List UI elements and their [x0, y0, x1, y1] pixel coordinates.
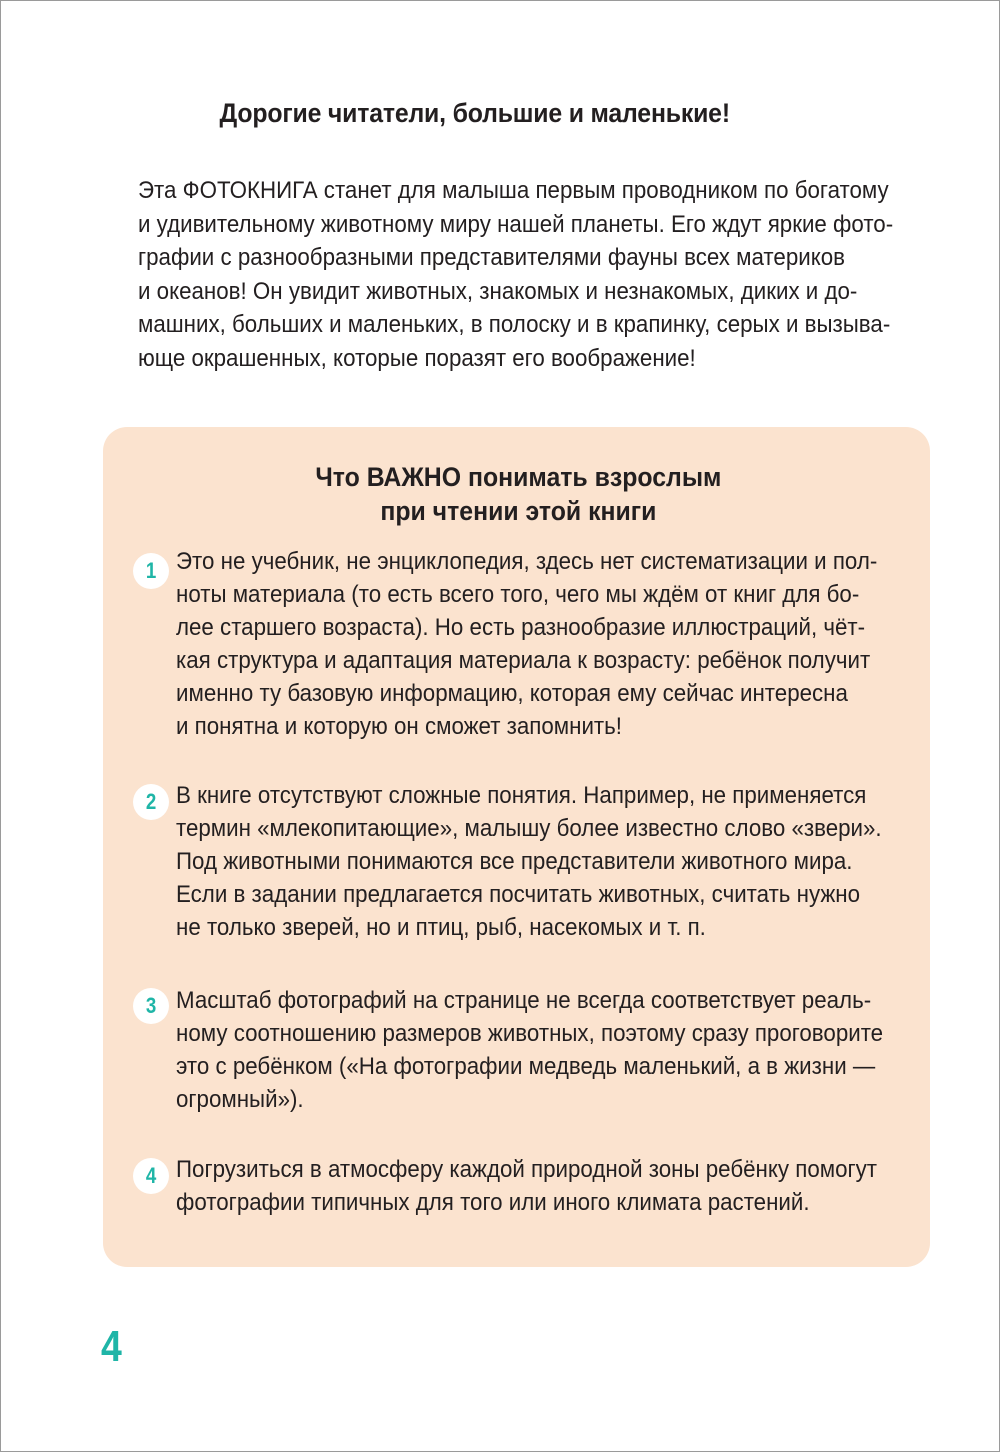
- intro-line: графии с разнообразными представителями фауны всех материков: [138, 244, 845, 271]
- note-line: В книге отсутствуют сложные понятия. Например, не применяется: [176, 782, 867, 809]
- page-number: 4: [101, 1322, 122, 1371]
- number-badge: 2: [133, 784, 169, 820]
- note-line: Под животными понимаются все представители животного мира.: [176, 848, 853, 875]
- note-line: фотографии типичных для того или иного климата растений.: [176, 1189, 810, 1216]
- note-line: термин «млекопитающие», малышу более известно слово «звери».: [176, 815, 882, 842]
- panel-title-line: при чтении этой книги: [380, 496, 657, 526]
- note-text: [176, 984, 939, 1116]
- intro-line: юще окрашенных, которые поразят его воображение!: [138, 344, 696, 372]
- note-line: лее старшего возраста). Но есть разнообразие иллюстраций, чёт-: [176, 614, 866, 641]
- note-line: Погрузиться в атмосферу каждой природной зоны ребёнку помогут: [176, 1156, 878, 1183]
- intro-line: Эта ФОТОКНИГА станет для малыша первым проводником по богатому: [138, 177, 889, 204]
- number-badge: 1: [133, 553, 169, 589]
- note-line: не только зверей, но и птиц, рыб, насекомых и т. п.: [176, 914, 706, 941]
- note-line: огромный»).: [176, 1086, 304, 1113]
- note-text: [176, 1153, 939, 1219]
- page-title: Дорогие читатели, большие и маленькие!: [219, 98, 730, 128]
- note-line: кая структура и адаптация материала к возрасту: ребёнок получит: [176, 647, 871, 674]
- intro-line: и удивительному животному миру нашей планеты. Его ждут яркие фото-: [138, 210, 894, 238]
- note-text: [176, 545, 939, 743]
- panel-title-line: Что ВАЖНО понимать взрослым: [315, 462, 722, 492]
- note-line: это с ребёнком («На фотографии медведь маленький, а в жизни —: [176, 1053, 876, 1080]
- intro-line: и океанов! Он увидит животных, знакомых и незнакомых, диких и до-: [138, 277, 858, 305]
- note-line: Масштаб фотографий на странице не всегда соответствует реаль-: [176, 987, 872, 1014]
- note-line: ноты материала (то есть всего того, чего мы ждём от книг для бо-: [176, 581, 860, 608]
- important-notes-panel: [103, 427, 930, 1267]
- note-line: именно ту базовую информацию, которая ему сейчас интересна: [176, 680, 848, 707]
- intro-paragraph: [138, 174, 894, 375]
- note-line: и понятна и которую он сможет запомнить!: [176, 713, 622, 740]
- note-line: ному соотношению размеров животных, поэтому сразу проговорите: [176, 1020, 884, 1047]
- number-badge: 4: [133, 1158, 169, 1194]
- panel-title: [103, 460, 934, 528]
- note-text: [176, 779, 939, 944]
- number-badge: 3: [133, 988, 169, 1024]
- intro-line: машних, больших и маленьких, в полоску и в крапинку, серых и вызыва-: [138, 311, 891, 338]
- note-line: Если в задании предлагается посчитать животных, считать нужно: [176, 881, 861, 908]
- note-line: Это не учебник, не энциклопедия, здесь нет систематизации и пол-: [176, 548, 878, 575]
